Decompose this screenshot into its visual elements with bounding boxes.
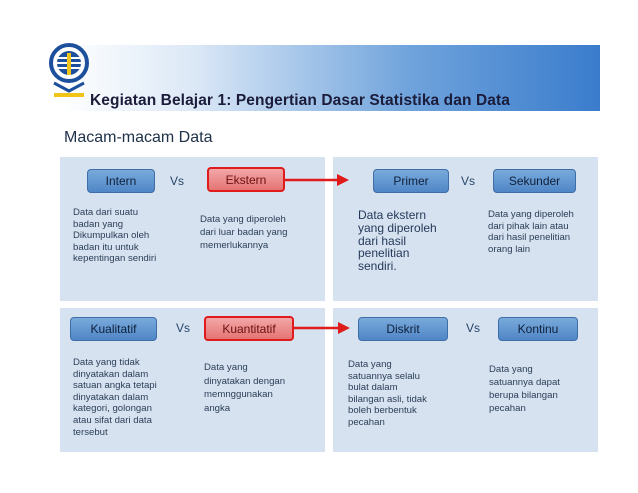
logo-icon	[48, 43, 90, 101]
sekunder-description: Data yang diperoleh dari pihak lain atau dari hasil penelitian orang lain	[488, 209, 574, 255]
kuantitatif-description: Data yang dinyatakan dengan memnggunakan angka	[204, 362, 286, 414]
vs-label: Vs	[466, 321, 481, 335]
kualitatif-button[interactable]: Kualitatif	[70, 317, 157, 341]
diskrit-button[interactable]: Diskrit	[358, 317, 448, 341]
arrow-kuantitatif-to-diskrit-icon	[292, 319, 354, 337]
page-title: Kegiatan Belajar 1: Pengertian Dasar Statistika dan Data	[90, 92, 510, 109]
intern-description: Data dari suatu badan yang Dikumpulkan oleh badan itu untuk kepentingan sendiri	[73, 207, 157, 265]
kuantitatif-button[interactable]: Kuantitatif	[204, 316, 294, 341]
diskrit-description: Data yang satuannya selalu bulat dalam bilangan asli, tidak boleh berbentuk pecahan	[348, 359, 427, 428]
vs-label: Vs	[170, 174, 185, 188]
vs-label: Vs	[176, 321, 191, 335]
ekstern-button[interactable]: Ekstern	[207, 167, 285, 192]
arrow-ekstern-to-primer-icon	[283, 171, 353, 189]
primer-button[interactable]: Primer	[373, 169, 449, 193]
kualitatif-description: Data yang tidak dinyatakan dalam satuan angka tetapi dinyatakan dalam kategori, golongan atau sifat dari data tersebut	[73, 357, 157, 438]
intern-button[interactable]: Intern	[87, 169, 155, 193]
vs-label: Vs	[461, 174, 476, 188]
kontinu-description: Data yang satuannya dapat berupa bilangan pecahan	[489, 364, 560, 414]
kontinu-button[interactable]: Kontinu	[498, 317, 578, 341]
sekunder-button[interactable]: Sekunder	[493, 169, 576, 193]
primer-description: Data ekstern yang diperoleh dari hasil penelitian sendiri.	[358, 208, 437, 274]
section-subtitle: Macam-macam Data	[64, 129, 213, 146]
ekstern-description: Data yang diperoleh dari luar badan yang memerlukannya	[200, 214, 288, 251]
